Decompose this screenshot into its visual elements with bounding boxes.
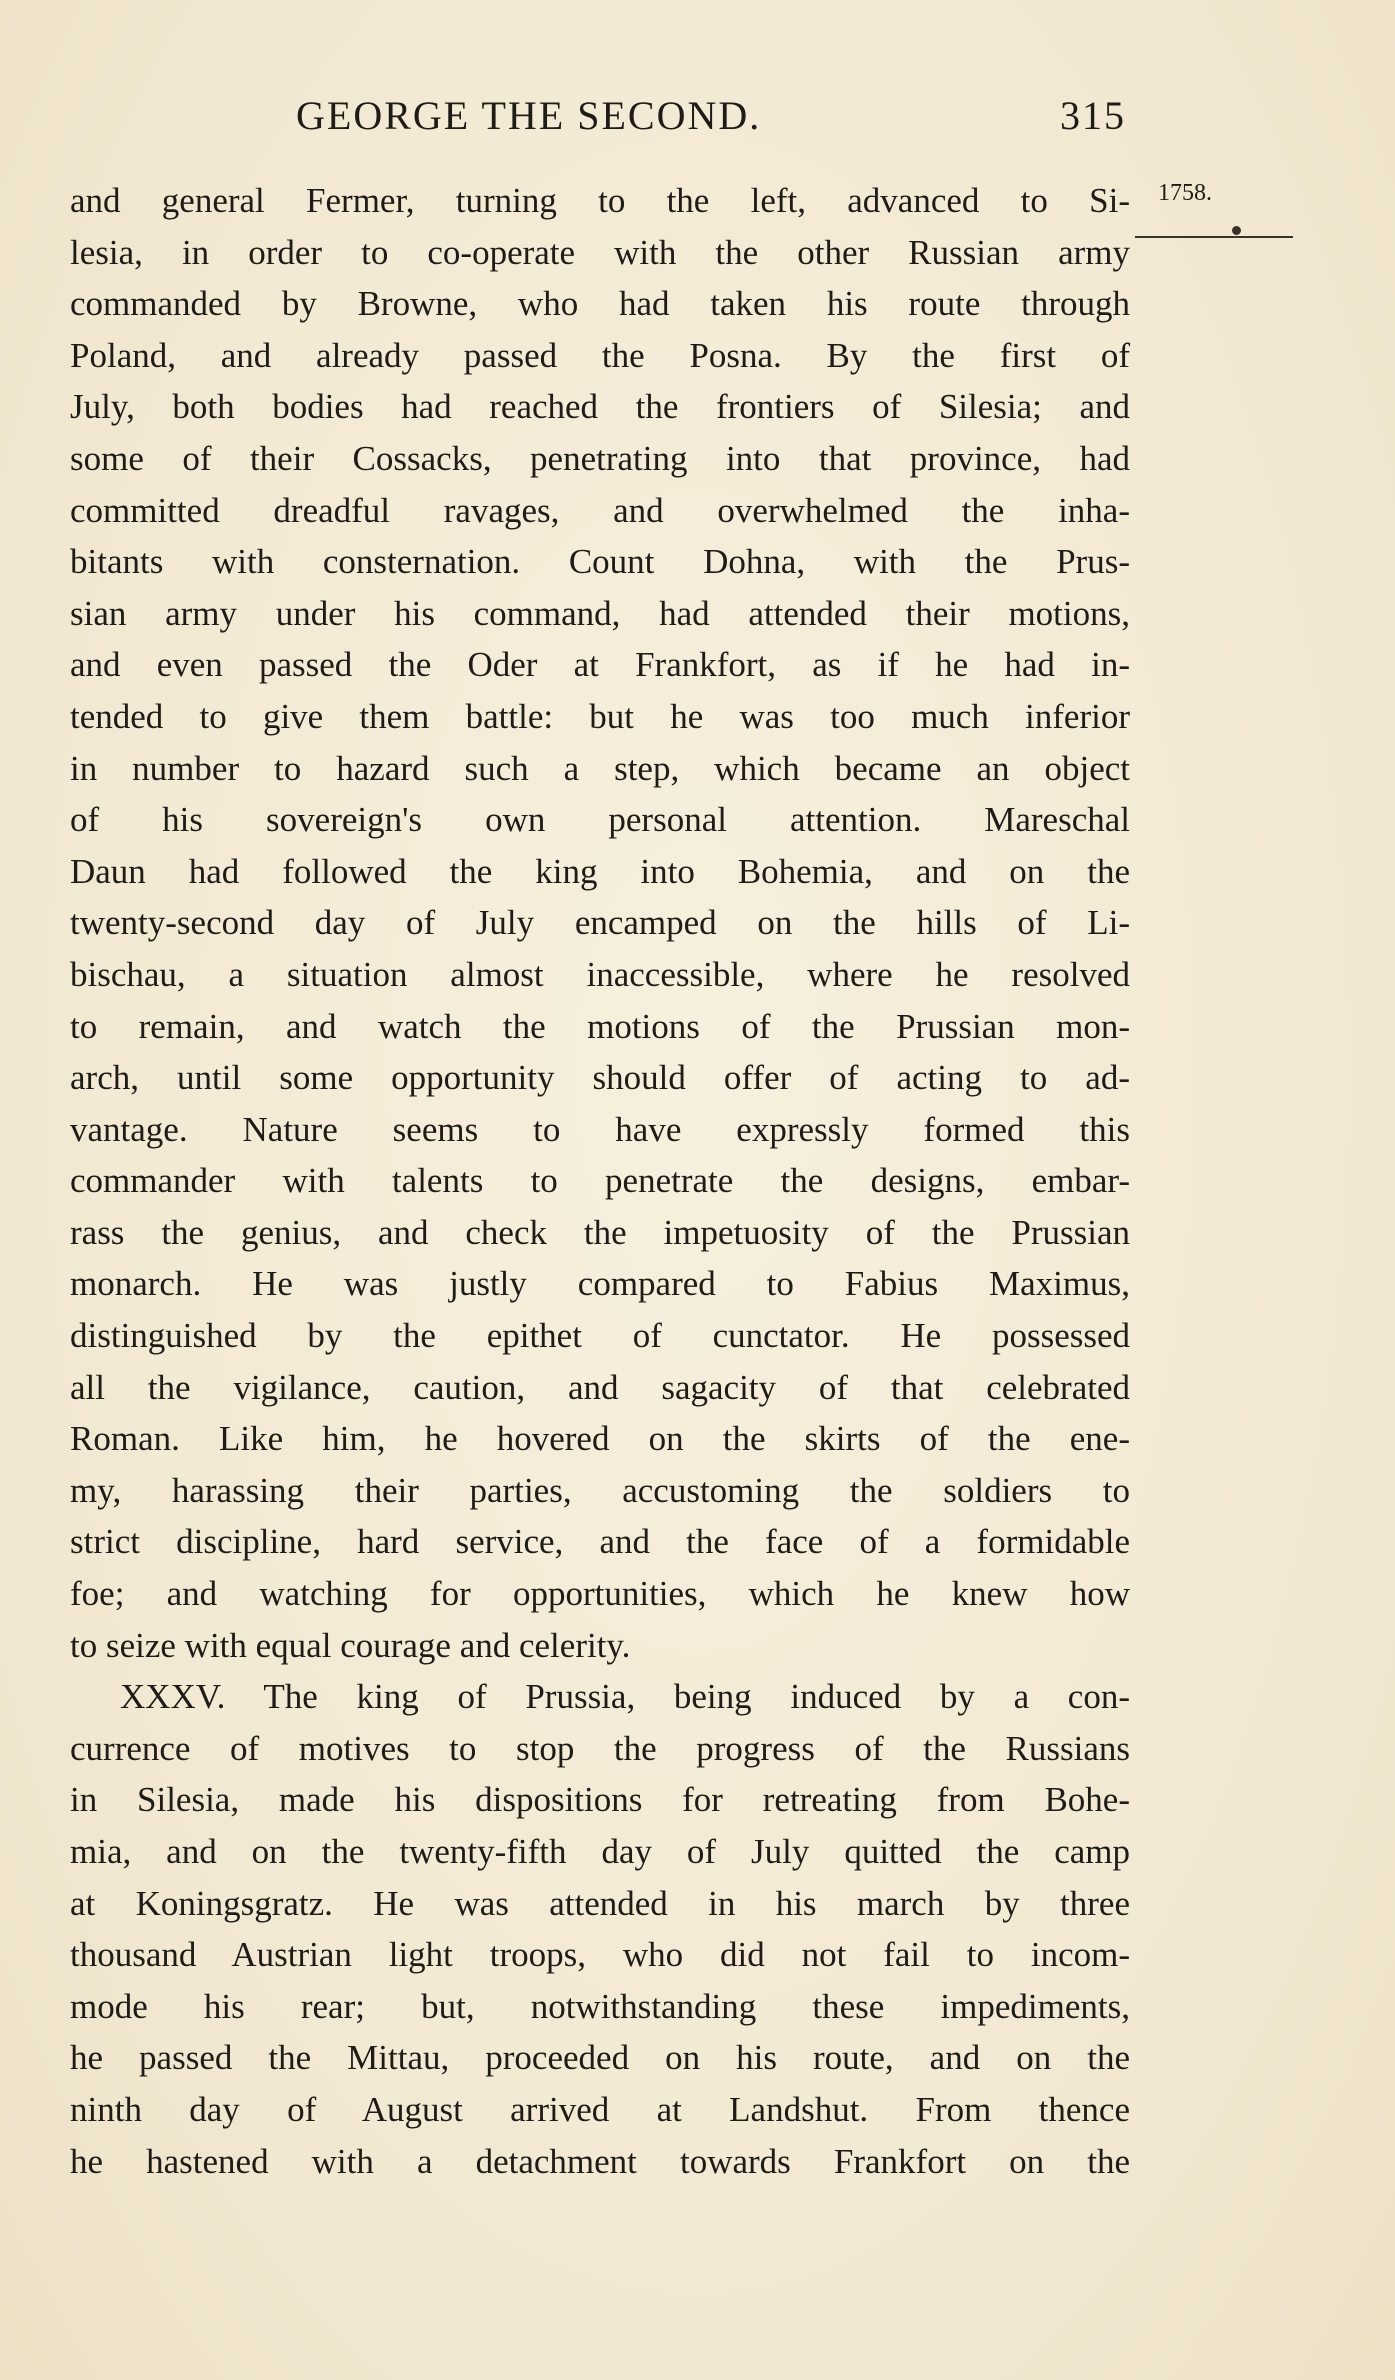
text-line: he hastened with a detachment towards Frankfort on the: [70, 2141, 1130, 2181]
text-line: in Silesia, made his dispositions for retreating from Bohe-: [70, 1780, 1130, 1820]
text-line: thousand Austrian light troops, who did not fail to incom-: [70, 1935, 1130, 1975]
text-line: lesia, in order to co-operate with the other Russian army: [70, 232, 1130, 272]
text-line: distinguished by the epithet of cunctator. He possessed: [70, 1316, 1130, 1356]
text-line: July, both bodies had reached the frontiers of Silesia; and: [70, 387, 1130, 427]
text-line: at Koningsgratz. He was attended in his march by three: [70, 1883, 1130, 1923]
text-line: foe; and watching for opportunities, which he knew how: [70, 1574, 1130, 1614]
text-line: Roman. Like him, he hovered on the skirts of the ene-: [70, 1419, 1130, 1459]
text-line: Daun had followed the king into Bohemia, and on the: [70, 851, 1130, 891]
text-line: strict discipline, hard service, and the face of a formidable: [70, 1522, 1130, 1562]
text-line: and even passed the Oder at Frankfort, as if he had in-: [70, 645, 1130, 685]
text-line: vantage. Nature seems to have expressly formed this: [70, 1109, 1130, 1149]
text-line: Poland, and already passed the Posna. By the first of: [70, 335, 1130, 375]
text-line: and general Fermer, turning to the left, advanced to Si-: [70, 181, 1130, 220]
margin-year-note: 1758.: [1158, 180, 1212, 206]
page-number: 315: [1060, 93, 1126, 138]
running-head: [296, 92, 1126, 148]
text-line: monarch. He was justly compared to Fabius Maximus,: [70, 1264, 1130, 1304]
text-line: tended to give them battle: but he was too much inferior: [70, 696, 1130, 736]
text-line: he passed the Mittau, proceeded on his route, and on the: [70, 2038, 1130, 2078]
margin-rule: [1135, 236, 1293, 238]
text-line: committed dreadful ravages, and overwhelmed the inha-: [70, 490, 1130, 530]
text-line: commanded by Browne, who had taken his route through: [70, 284, 1130, 324]
text-line: my, harassing their parties, accustoming the soldiers to: [70, 1470, 1130, 1510]
text-line: bitants with consternation. Count Dohna, with the Prus-: [70, 542, 1130, 582]
text-line: twenty-second day of July encamped on the hills of Li-: [70, 903, 1130, 943]
text-line: sian army under his command, had attended their motions,: [70, 593, 1130, 633]
margin-rule-ornament: [1232, 226, 1241, 235]
text-line: to seize with equal courage and celerity.: [70, 1625, 631, 1665]
body-text: [70, 175, 1130, 2187]
running-title: GEORGE THE SECOND.: [296, 93, 762, 138]
text-line: in number to hazard such a step, which became an object: [70, 748, 1130, 788]
text-line: currence of motives to stop the progress of the Russians: [70, 1728, 1130, 1768]
text-line: ninth day of August arrived at Landshut. From thence: [70, 2089, 1130, 2129]
text-line: mia, and on the twenty-fifth day of July quitted the camp: [70, 1832, 1130, 1871]
text-line: to remain, and watch the motions of the Prussian mon-: [70, 1006, 1130, 1046]
text-line: some of their Cossacks, penetrating into that province, had: [70, 438, 1130, 478]
text-line: commander with talents to penetrate the designs, embar-: [70, 1161, 1130, 1201]
text-line: of his sovereign's own personal attention. Mareschal: [70, 800, 1130, 840]
text-line: bischau, a situation almost inaccessible, where he resolved: [70, 954, 1130, 994]
section-start-line: XXXV. The king of Prussia, being induced by a con-: [120, 1677, 1130, 1717]
text-line: mode his rear; but, notwithstanding these impediments,: [70, 1986, 1130, 2026]
text-line: all the vigilance, caution, and sagacity of that celebrated: [70, 1367, 1130, 1407]
text-line: arch, until some opportunity should offer of acting to ad-: [70, 1058, 1130, 1098]
text-line: rass the genius, and check the impetuosity of the Prussian: [70, 1212, 1130, 1252]
